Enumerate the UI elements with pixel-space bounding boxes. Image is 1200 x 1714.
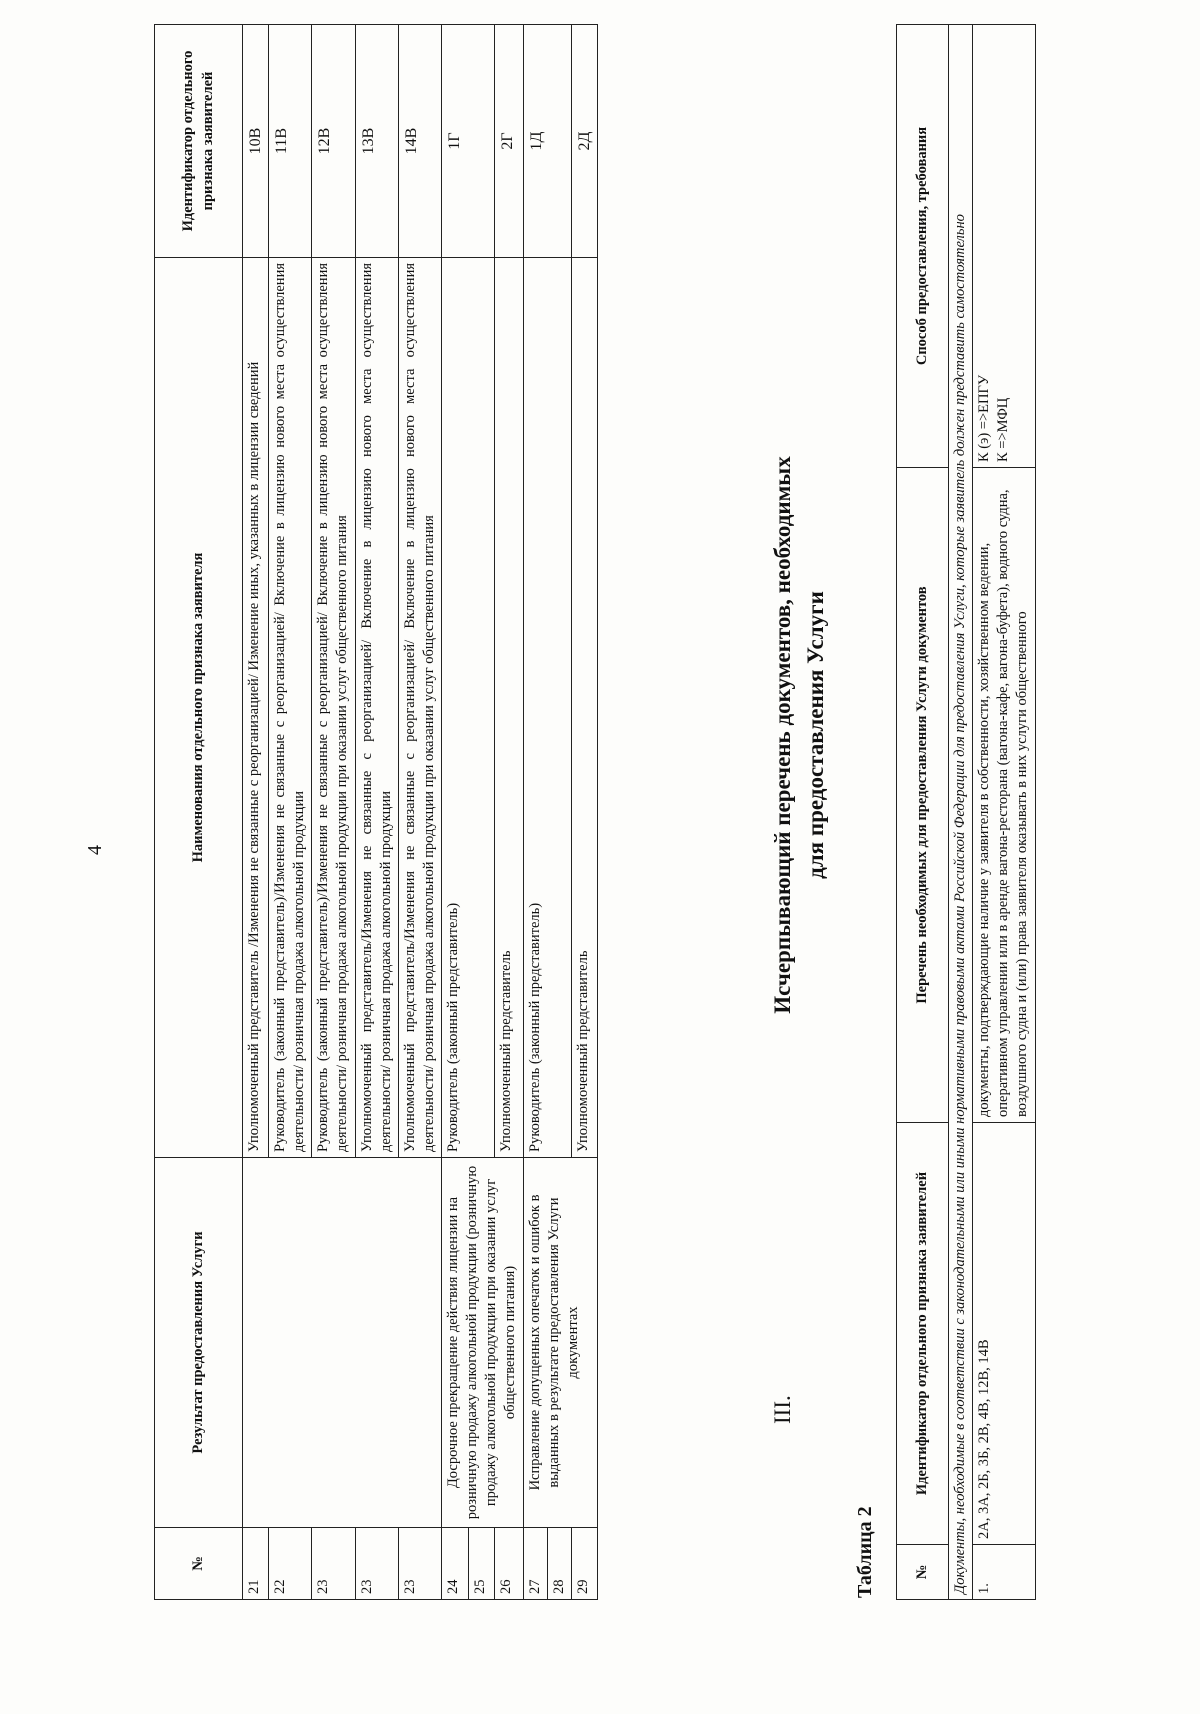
table-row xyxy=(523,25,547,1600)
section-heading xyxy=(766,80,833,1424)
row-result xyxy=(269,1158,312,1528)
row-id: 1Г xyxy=(442,25,495,258)
table-row xyxy=(442,25,468,1600)
row-num: 29 xyxy=(571,1528,597,1600)
row-id: 13В xyxy=(355,25,398,258)
row-name: Уполномоченный представитель/Изменения не связанные с реорганизацией/ Включение в лицензию нового места осуществления деятельности/ розничная продажа алкогольной продукции xyxy=(355,258,398,1158)
row-id: 2Г xyxy=(494,25,523,258)
table-span-row xyxy=(949,25,973,1600)
page-number: 4 xyxy=(84,845,106,855)
row-name: Руководитель (законный представитель)/Изменения не связанные с реорганизацией/ Включение в лицензию нового места осуществления деятельности/ розничная продажа алкогольной продукции при оказании услуг общественного питания xyxy=(312,258,355,1158)
row-docs: документы, подтверждающие наличие у заявителя в собственности, хозяйственном ведении, оперативном управлении или в аренде вагона-ресторана (вагона-кафе, вагона-буфета), водного судна, воздушного судна и (или) права заявителя оказывать в них услуги общественного xyxy=(973,468,1035,1123)
row-result: Исправление допущенных опечаток и ошибок в выданных в результате предоставления Услуги документах xyxy=(523,1158,597,1528)
header-num: № xyxy=(897,1545,949,1600)
header-docs: Перечень необходимых для предоставления Услуги документов xyxy=(897,468,949,1123)
row-num: 22 xyxy=(269,1528,312,1600)
row-result: Досрочное прекращение действия лицензии на розничную продажу алкогольной продукции (розничную продажу алкогольной продукции при оказании услуг общественного питания) xyxy=(442,1158,524,1528)
row-num: 27 xyxy=(523,1528,547,1600)
applicant-features-table xyxy=(154,24,598,1600)
header-method: Способ предоставления, требования xyxy=(897,25,949,468)
required-documents-table xyxy=(896,24,1036,1600)
row-num: 26 xyxy=(494,1528,523,1600)
row-name: Руководитель (законный представитель)/Изменения не связанные с реорганизацией/ Включение в лицензию нового места осуществления деятельности/ розничная продажа алкогольной продукции xyxy=(269,258,312,1158)
table-header-row xyxy=(155,25,243,1600)
row-id: 2А, 3А, 2Б, 3Б, 2В, 4В, 12В, 14В xyxy=(973,1123,1035,1545)
section-title-line-2: для предоставления Услуги xyxy=(803,591,829,879)
section-title-line-1: Исчерпывающий перечень документов, необходимых xyxy=(770,456,795,1014)
row-result xyxy=(398,1158,441,1528)
row-num: 23 xyxy=(355,1528,398,1600)
table-row xyxy=(269,25,312,1600)
header-id: Идентификатор отдельного признака заявителей xyxy=(897,1123,949,1545)
row-method xyxy=(973,25,1035,468)
row-num: 21 xyxy=(243,1528,269,1600)
row-name: Уполномоченный представитель/Изменения не связанные с реорганизацией/ Включение в лицензию нового места осуществления деятельности/ розничная продажа алкогольной продукции при оказании услуг общественного питания xyxy=(398,258,441,1158)
row-num: 23 xyxy=(312,1528,355,1600)
row-num: 28 xyxy=(547,1528,571,1600)
row-name: Уполномоченный представитель /Изменения не связанные с реорганизацией/ Изменение иных, указанных в лицензии сведений xyxy=(243,258,269,1158)
row-num: 23 xyxy=(398,1528,441,1600)
header-num: № xyxy=(155,1528,243,1600)
span-row-text: Документы, необходимые в соответствии с законодательными или иными нормативными правовыми актами Российской Федерации для предоставления Услуги, которые заявитель должен представить самостоятельно xyxy=(949,25,973,1600)
table-2-caption: Таблица 2 xyxy=(854,1506,876,1598)
header-name: Наименования отдельного признака заявителя xyxy=(155,258,243,1158)
table-row xyxy=(312,25,355,1600)
table-row xyxy=(398,25,441,1600)
row-id: 12В xyxy=(312,25,355,258)
table-row xyxy=(355,25,398,1600)
table-row xyxy=(243,25,269,1600)
row-result xyxy=(312,1158,355,1528)
header-id: Идентификатор отдельного признака заявителей xyxy=(155,25,243,258)
row-id: 1Д xyxy=(523,25,571,258)
row-num: 1. xyxy=(973,1545,1035,1600)
row-name: Уполномоченный представитель xyxy=(494,258,523,1158)
row-id: 11В xyxy=(269,25,312,258)
row-num: 25 xyxy=(468,1528,494,1600)
method-line-2: К =>МФЦ xyxy=(995,397,1012,462)
document-page xyxy=(76,20,1096,1680)
method-line-1: К (э) =>ЕПГУ xyxy=(976,374,993,462)
row-name: Руководитель (законный представитель) xyxy=(442,258,495,1158)
row-num: 24 xyxy=(442,1528,468,1600)
row-id: 14В xyxy=(398,25,441,258)
section-numeral: III. xyxy=(770,1395,795,1424)
header-result: Результат предоставления Услуги xyxy=(155,1158,243,1528)
row-id: 10В xyxy=(243,25,269,258)
row-name: Уполномоченный представитель xyxy=(571,258,597,1158)
row-name: Руководитель (законный представитель) xyxy=(523,258,571,1158)
table-header-row xyxy=(897,25,949,1600)
row-id: 2Д xyxy=(571,25,597,258)
table-row xyxy=(973,25,1035,1600)
row-result xyxy=(243,1158,269,1528)
row-result xyxy=(355,1158,398,1528)
